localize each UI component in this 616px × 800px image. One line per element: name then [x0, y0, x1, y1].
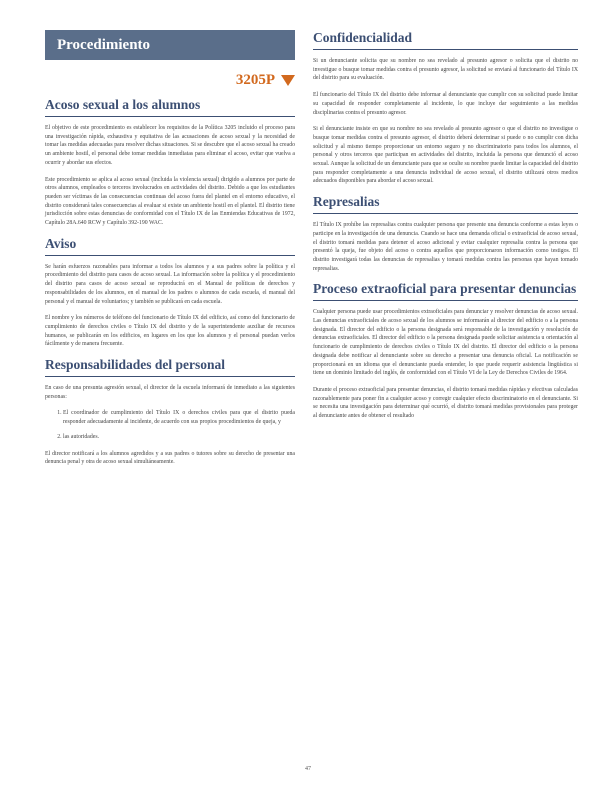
triangle-down-icon — [281, 75, 295, 86]
list-item: 1. El coordinador de cumplimiento del Título IX o derechos civiles para que el distrito pueda responder adecuadamente al incidente, de acuerdo con sus propios procedimientos de queja, y — [63, 409, 295, 426]
section-heading-aviso: Aviso — [45, 236, 295, 256]
paragraph: El objetivo de este procedimiento es establecer los requisitos de la Política 3205 incluido el proceso para una investigación rápida, exhaustiva y equitativa de las acusaciones de acoso sexual y la necesidad de tomar las medidas adecuadas para resolver dichas situaciones. Si se descubre que el acoso sexual ha creado un ambiente hostil, el personal debe tomar medidas inmediatas para eliminar el acoso, evitar que vuelva a ocurrir y abordar sus efectos. — [45, 125, 295, 166]
paragraph: El director notificará a los alumnos agredidos y a sus padres o tutores sobre su derecho de presentar una denuncia penal y otra de acoso sexual simultáneamente. — [45, 450, 295, 466]
paragraph: Este procedimiento se aplica al acoso sexual (incluida la violencia sexual) dirigido a alumnos por parte de otros alumnos, empleados o terceros involucrados en actividades del distrito. Debido a que los estudiantes pueden ser víctimas de las consecuencias continuas del acoso fuera del plantel en el entorno educativo, el distrito considerará tales consecuencias al evaluar si existe un ambiente hostil en el plantel. El distrito tiene jurisdicción sobre estas denuncias de conformidad con el Título IX de las Enmiendas Educativas de 1972, Capítulo 28A.640 RCW y Capítulo 392-190 WAC. — [45, 176, 295, 227]
numbered-list — [45, 409, 295, 441]
paragraph: El funcionario del Título IX del distrito debe informar al denunciante que cumplir con su solicitud puede limitar su capacidad de responder completamente al incidente, lo que incluye dar seguimiento a las medidas disciplinarias contra el presunto agresor. — [313, 92, 578, 116]
policy-code-row — [45, 72, 295, 89]
section-heading-acoso: Acoso sexual a los alumnos — [45, 97, 295, 117]
right-column — [313, 30, 578, 429]
section-heading-confidencialidad: Confidencialidad — [313, 30, 578, 50]
section-heading-responsabilidades: Responsabilidades del personal — [45, 357, 295, 377]
paragraph: Si un denunciante solicita que su nombre no sea revelado al presunto agresor o solicita que el distrito no investigue o busque tomar medidas contra el presunto agresor, la solicitud se enviará al funcionario del Título IX del distrito para su evaluación. — [313, 58, 578, 82]
paragraph: Si el denunciante insiste en que su nombre no sea revelado al presunto agresor o que el distrito no investigue o busque tomar medidas contra el presunto agresor, el distrito deberá determinar si puede o no cumplir con dicha solicitud y al mismo tiempo proporcionar un entorno seguro y no discriminatorio para todos los alumnos, el personal y otros terceros que participan en actividades del distrito, incluida la persona que denunció el acoso sexual. Aunque la solicitud de un denunciante para que se oculte su nombre puede limitar la capacidad del distrito para responder completamente a una denuncia individual de acoso sexual, el distrito utilizará otros medios adecuados disponibles para abordar el acoso sexual. — [313, 126, 578, 185]
paragraph: Cualquier persona puede usar procedimientos extraoficiales para denunciar y resolver denuncias de acoso sexual. Las denuncias extraoficiales de acoso sexual de los alumnos se informarán al director del edificio o a la persona designada. El director del edificio o la persona designada será responsable de la investigación y resolución de denuncias extraoficiales. El director del edificio o la persona designada puede solicitar asistencia u orientación al funcionario de cumplimiento de derechos civiles o Título IX del distrito. El director del edificio o la persona designada debe notificar al denunciante sobre su derecho a presentar una denuncia oficial. La notificación se proporcionará en un idioma que el denunciante pueda entender, lo que puede requerir asistencia lingüística si tiene un dominio limitado del inglés, de conformidad con el Título VI de la Ley de Derechos Civiles de 1964. — [313, 309, 578, 377]
paragraph: Se harán esfuerzos razonables para informar a todos los alumnos y a sus padres sobre la política y el procedimiento del distrito para casos de acoso sexual. La información sobre la política y el procedimiento del distrito para casos de acoso sexual se reproducirá en el Manual de políticas de derechos y responsabilidades de los alumnos, en el manual de los padres o alumnos de cada escuela, el manual del personal y el manual de voluntarios; y también se publicará en cada escuela. — [45, 263, 295, 305]
paragraph: El nombre y los números de teléfono del funcionario de Título IX del edificio, así como del funcionario de cumplimiento de derechos civiles o Título IX del distrito y de la superintendente auxiliar de recursos humanos, se publicarán en los edificios, en lugares en los que los alumnos y el personal puedan verlos fácilmente y de manera frecuente. — [45, 315, 295, 348]
page-title: Procedimiento — [45, 30, 295, 60]
left-column — [45, 30, 295, 475]
paragraph: El Título IX prohíbe las represalias contra cualquier persona que presente una denuncia conforme a estas leyes o participe en la investigación de una denuncia. Cuando se hace una demanda oficial o extraoficial de acoso sexual, el distrito tomará medidas para detener el acoso adicional y evitar cualquier represalia contra la persona que presentó la queja, fue objeto del acoso o contra aquellos que proporcionaron información como testigos. El distrito investigará todas las denuncias de represalias y tomará medidas contra las personas que hayan tomado represalias. — [313, 222, 578, 272]
paragraph: En caso de una presunta agresión sexual, el director de la escuela informará de inmediato a las siguientes personas: — [45, 385, 295, 400]
paragraph: Durante el proceso extraoficial para presentar denuncias, el distrito tomará medidas rápidas y efectivas calculadas razonablemente para poner fin a cualquier acoso y corregir cualquier efecto discriminatorio en el denunciante. Si se necesita una investigación para determinar qué ocurrió, el distrito tomará medidas provisionales para proteger al denunciante antes de obtener el resultado — [313, 386, 578, 420]
section-heading-proceso-extraoficial: Proceso extraoficial para presentar denuncias — [313, 281, 578, 301]
list-item: 2. las autoridades. — [63, 433, 295, 442]
page-number: 47 — [305, 766, 311, 772]
policy-code: 3205P — [235, 72, 275, 88]
section-heading-represalias: Represalias — [313, 194, 578, 214]
